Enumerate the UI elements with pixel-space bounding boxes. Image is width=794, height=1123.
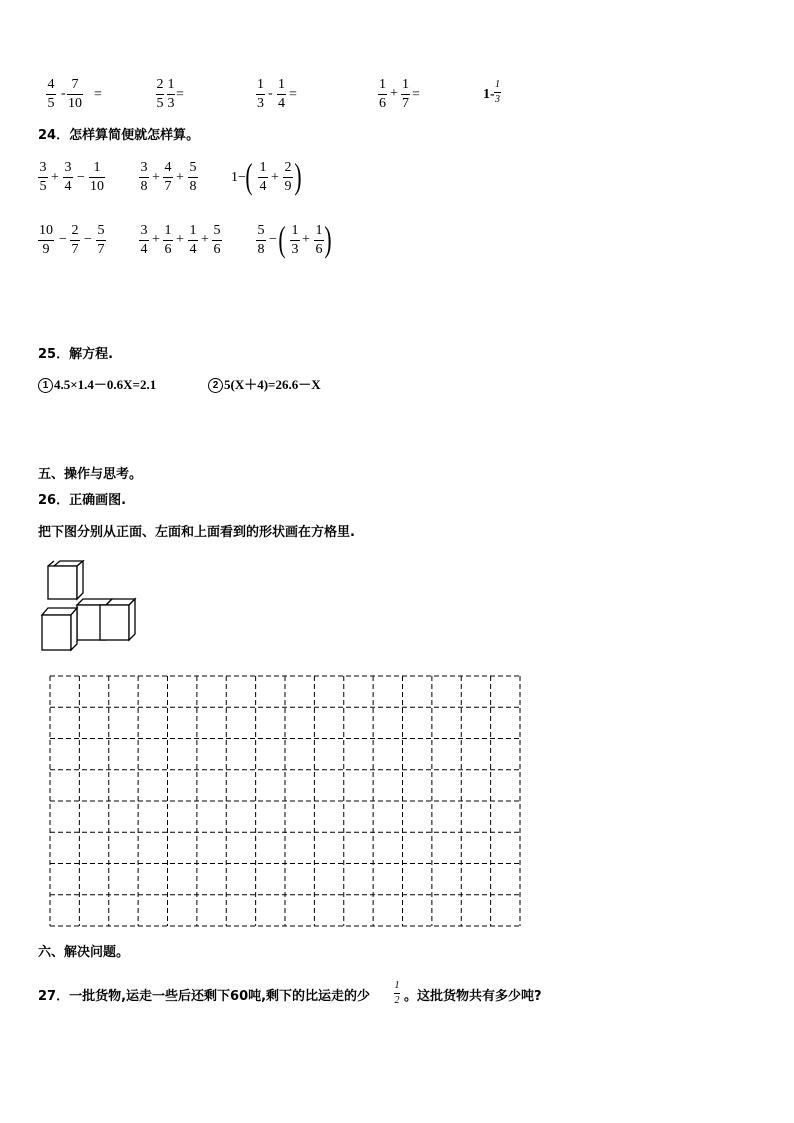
- left-paren: (: [278, 219, 286, 259]
- fraction: 1 4: [259, 160, 267, 194]
- operator: =: [176, 87, 184, 102]
- equation-1-text: 4.5×1.4－0.6X=2.1: [54, 377, 157, 392]
- fraction: 3 4: [140, 223, 148, 257]
- question-26-instruction: 把下图分别从正面、左面和上面看到的形状画在方格里.: [38, 525, 355, 540]
- right-paren: ): [294, 156, 302, 196]
- question-27: [38, 985, 370, 1004]
- fraction: 3 5: [39, 160, 47, 194]
- operator: −: [84, 232, 92, 247]
- equation-2-text: 5(X＋4)=26.6－X: [224, 377, 321, 392]
- fraction: 1 3: [495, 79, 500, 105]
- fraction: 5 7: [97, 223, 105, 257]
- section-5-heading: 五、操作与思考。: [38, 467, 143, 482]
- operator: +: [176, 232, 184, 247]
- dashed-drawing-grid[interactable]: [48, 674, 522, 928]
- operator: +: [51, 170, 59, 185]
- circled-number-1: 1: [38, 378, 53, 393]
- left-paren: (: [245, 156, 253, 196]
- question-27-text-after: 。这批货物共有多少吨?: [404, 989, 542, 1004]
- operator: =: [289, 87, 297, 102]
- operator: +: [152, 232, 160, 247]
- section-6-heading: 六、解决问题。: [38, 945, 130, 960]
- operator: +: [390, 86, 398, 101]
- equation-1: [38, 374, 156, 393]
- fraction: 1 6: [315, 223, 323, 257]
- fraction: 3 4: [64, 160, 72, 194]
- operator: +: [176, 170, 184, 185]
- operator: +: [271, 170, 279, 185]
- fraction: 1 4: [278, 77, 285, 111]
- fraction: 4 5: [47, 77, 55, 111]
- circled-number-2: 2: [208, 378, 223, 393]
- fraction: 5 8: [257, 223, 265, 257]
- operator: -: [61, 86, 66, 101]
- operator: −: [77, 170, 85, 185]
- fraction: 2 9: [284, 160, 292, 194]
- operator: 1−: [231, 170, 246, 185]
- fraction: 10 9: [39, 223, 53, 257]
- operator: -: [268, 86, 273, 101]
- equation-2: [208, 374, 321, 393]
- operator: +: [152, 170, 160, 185]
- operator: =: [412, 87, 420, 102]
- fraction: 5 8: [189, 160, 197, 194]
- fraction: 1 3: [291, 223, 299, 257]
- fraction: 3 8: [140, 160, 148, 194]
- fraction: 1 2: [394, 980, 400, 1006]
- fraction: 1 6: [164, 223, 172, 257]
- operator: +: [201, 232, 209, 247]
- fraction: 1 3: [167, 77, 175, 111]
- question-26-title: 26．正确画图.: [38, 493, 127, 508]
- right-paren: ): [324, 219, 332, 259]
- operator: 1-: [483, 87, 495, 102]
- question-24-title: 24．怎样算简便就怎样算。: [38, 128, 200, 143]
- fraction: 1 4: [189, 223, 197, 257]
- fraction: 1 10: [90, 160, 104, 194]
- fraction: 5 6: [213, 223, 221, 257]
- operator: −: [269, 232, 277, 247]
- fraction: 1 7: [402, 77, 409, 111]
- operator: +: [302, 232, 310, 247]
- fraction: 7 10: [68, 77, 82, 111]
- operator: =: [94, 87, 102, 102]
- operator: −: [59, 232, 67, 247]
- question-25-title: 25．解方程.: [38, 347, 114, 362]
- question-27-text-before: 27．一批货物,运走一些后还剩下60吨,剩下的比运走的少: [38, 989, 371, 1004]
- fraction: 2 7: [71, 223, 79, 257]
- fraction: 4 7: [164, 160, 172, 194]
- fraction: 2 5: [156, 77, 164, 111]
- fraction: 1 3: [257, 77, 264, 111]
- cube-figure: [38, 560, 138, 655]
- fraction: 1 6: [379, 77, 386, 111]
